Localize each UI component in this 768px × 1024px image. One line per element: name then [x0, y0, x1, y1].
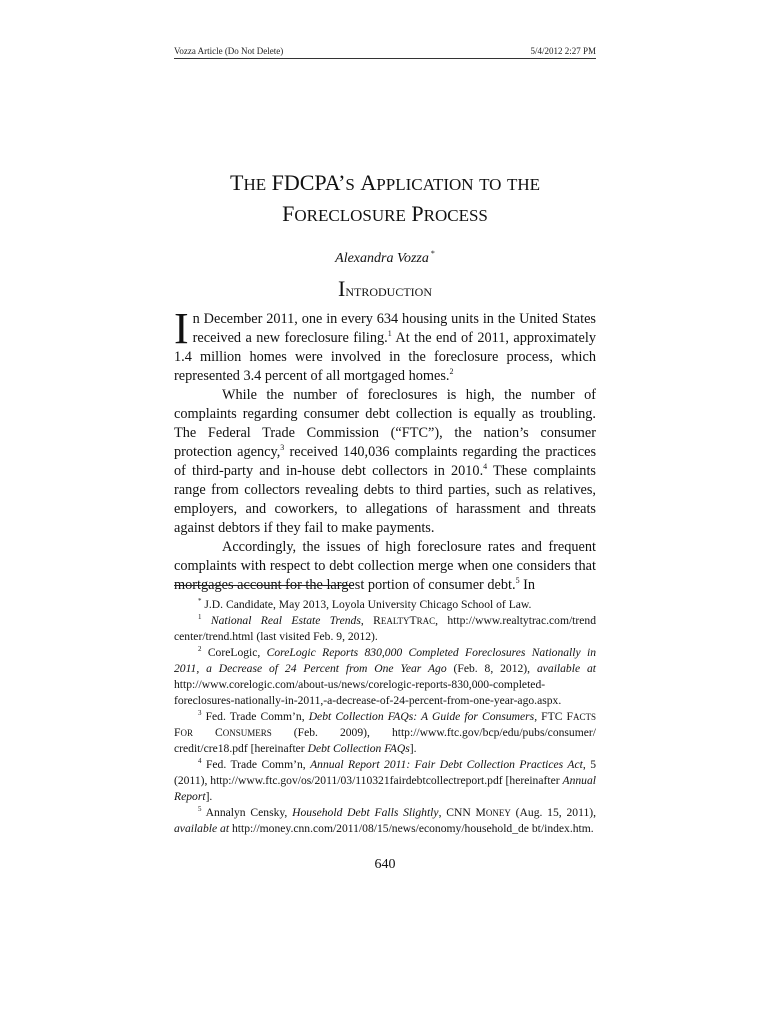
running-header [174, 46, 596, 56]
header-rule [174, 58, 596, 59]
footnote-1: $^1$ National Real Estate Trends, REALTYTRAC, http://www.realtytrac.com/trend center/trend.html (last visited Feb. 9, 2012). [174, 613, 597, 643]
footnotes [174, 597, 596, 837]
footnote-3: $^3$ Fed. Trade Comm’n, Debt Collection FAQs: A Guide for Consumers, FTC FACTS FOR CONSUMERS (Feb. 2009), http://www.ftc.gov/bcp/edu/pubs/consumer/ credit/cre18.pdf [hereinafter Debt Collection FAQs]. [174, 709, 596, 755]
paragraph-2: While the number of foreclosures is high, the number of complaints regarding consumer debt collection is equally as troubling. The Federal Trade Commission (“FTC”), the nation’s consumer protection agency,$^3$ received 140,036 complaints regarding the practices of third-party and in-house debt collectors in 2010.$^4$ These complaints range from collectors revealing debts to third parties, such as relatives, employers, and coworkers, to allegations of harassment and threats against debtors if they fail to make payments. [174, 387, 597, 536]
page-number: 640 [374, 857, 396, 872]
footnote-ref-5[interactable]: 5 [515, 576, 520, 585]
title-line-2: FORECLOSURE PROCESS [282, 201, 488, 226]
author-footnote-marker[interactable]: * [430, 249, 435, 258]
footnote-ref-3[interactable]: 3 [280, 443, 285, 452]
section-heading: INTRODUCTION [338, 276, 432, 301]
footnote-4: $^4$ Fed. Trade Comm’n, Annual Report 2011: Fair Debt Collection Practices Act, 5 (2011), http://www.ftc.gov/os/2011/03/110321fairdebtcollectreport.pdf [hereinafter Annual Report]. [174, 757, 597, 803]
author-line [174, 245, 596, 268]
drop-cap: I [174, 304, 189, 353]
article-title [174, 168, 596, 230]
footnote-ref-4[interactable]: 4 [483, 462, 488, 471]
body-text [174, 304, 597, 595]
title-line-1: THE FDCPA’S APPLICATION TO THE [230, 170, 540, 195]
footnote-5: $^5$ Annalyn Censky, Household Debt Falls Slightly, CNN MONEY (Aug. 15, 2011), available at http://money.cnn.com/2011/08/15/news/economy/household_de bt/index.htm. [174, 805, 596, 835]
author-name: Alexandra Vozza [335, 251, 429, 266]
footnote-star: * J.D. Candidate, May 2013, Loyola University Chicago School of Law. [198, 597, 532, 611]
header-left: Vozza Article (Do Not Delete) [174, 46, 284, 56]
footnote-ref-2[interactable]: 2 [449, 367, 454, 376]
footnote-ref-1[interactable]: 1 [387, 329, 392, 338]
header-right: 5/4/2012 2:27 PM [530, 46, 596, 56]
footnote-divider [174, 585, 354, 586]
paragraph-3: Accordingly, the issues of high foreclosure rates and frequent complaints with respect to debt collection merge when one considers that mortgages account for the largest portion of consumer debt.$^5$ In [174, 539, 596, 593]
footnote-2: $^2$ CoreLogic, CoreLogic Reports 830,000 Completed Foreclosures Nationally in 2011, a Decrease of 24 Percent from One Year Ago (Feb. 8, 2012), available at http://www.corelogic.com/about-us/news/corelogic-reports-830,000-completed-foreclosures-nationally-in-2011,-a-decrease-of-24-percent-from-one-year-ago.aspx. [174, 645, 596, 707]
paragraph-1: In December 2011, one in every 634 housing units in the United States received a new foreclosure filing.$^1$ At the end of 2011, approximately 1.4 million homes were involved in the foreclosure process, which represented 3.4 percent of all mortgaged homes.$^2$ [174, 304, 596, 384]
